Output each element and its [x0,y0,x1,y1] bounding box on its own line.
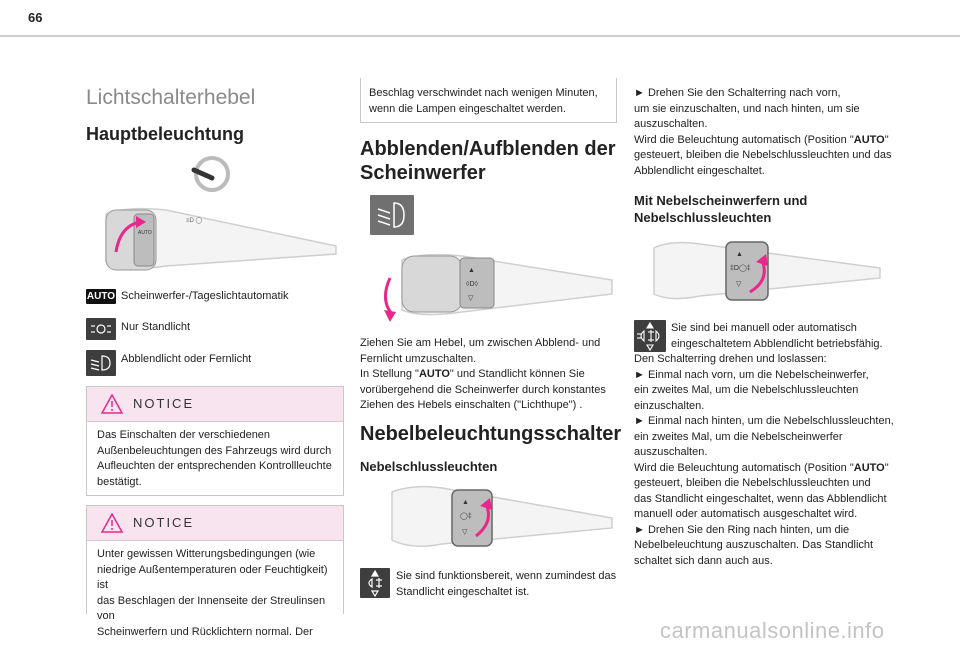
text-line: ► Drehen Sie den Schalterring nach vorn, [634,87,841,99]
text-line: Ziehen Sie am Hebel, um zwischen Abblend- und [360,337,601,349]
text-line: Unter gewissen Witterungsbedingungen (wie [97,548,316,560]
text-line: Scheinwerfern und Rücklichtern normal. Der [97,625,313,638]
steering-wheel-icon [190,154,234,194]
text-line: Beschlag verschwindet nach wenigen Minuten, [369,87,598,99]
low-beam-icon [86,350,116,376]
text-line: schaltet sich dann auch aus. [634,554,773,567]
text-line: ein zweites Mal, um die Nebelschlussleuchten [634,384,859,396]
text-line [360,367,606,383]
subtitle-hauptbeleuchtung: Hauptbeleuchtung [86,124,244,144]
text-line: um sie einzuschalten, und nach hinten, um sie [634,102,860,115]
text-line: Sie sind funktionsbereit, wenn zumindest das [396,570,617,582]
notice-title: NOTICE [133,515,195,530]
text-fragment: In Stellung " [360,368,419,380]
front-rear-fog-icon [634,320,666,352]
rear-fog-icon [360,568,390,598]
text-line: Das Einschalten der verschiedenen [97,429,271,441]
svg-text:▽: ▽ [462,529,468,536]
low-beam-label: Abblendlicht oder Fernlicht [121,353,252,365]
svg-text:AUTO: AUTO [138,230,152,236]
text-line: bestätigt. [97,475,142,488]
text-line: Sie sind bei manuell oder automatisch [671,322,857,334]
rear-fog-text [396,569,616,600]
svg-text:≡D ◯: ≡D ◯ [186,218,203,224]
svg-text:▽: ▽ [468,295,474,302]
svg-text:◯‡: ◯‡ [460,513,472,520]
text-line: vorübergehend die Scheinwerfer durch konstantes [360,383,606,396]
notice-header [87,387,343,422]
heading-nebelschluss: Nebelschlussleuchten [360,459,498,474]
lever-illustration-beam [362,248,614,330]
sidelight-label: Nur Standlicht [121,321,191,333]
text-line: einzuschalten. [634,399,705,412]
text-line: ► Einmal nach vorn, um die Nebelscheinwerfer, [634,368,869,381]
text-line: niedrige Außentemperaturen oder Feuchtigkeit) ist [97,563,328,591]
text-line: wenn die Lampen eingeschaltet werden. [369,102,566,115]
svg-text:▲: ▲ [736,251,743,258]
text-line: Den Schalterring drehen und loslassen: [634,353,827,365]
text-line: Aufleuchten der entsprechenden Kontrollleuchte [97,460,332,472]
lever-illustration-front-fog [650,236,882,308]
watermark: carmanualsonline.info [660,618,885,643]
text-line [634,133,891,149]
text-line: ein zweites Mal, um die Nebelscheinwerfer [634,430,843,443]
warning-icon [101,513,123,533]
text-line: Ziehen des Hebels einschalten ("Lichthupe") . [360,399,583,411]
text-line: Fernlicht umzuschalten. [360,352,477,365]
text-line: gesteuert, bleiben die Nebelschlussleuchten und das [634,149,892,161]
text-fragment: " und Standlicht können Sie [449,368,585,380]
notice-title: NOTICE [133,396,195,411]
auto-label-bold: AUTO [853,461,885,474]
paragraph-front-fog [634,352,894,569]
svg-text:▲: ▲ [462,499,469,506]
notice-continuation [360,78,617,123]
sidelight-icon [86,318,116,340]
text-line: ► Einmal nach hinten, um die Nebelschlussleuchten, [634,415,894,427]
auto-icon: AUTO [86,291,116,302]
text-line [634,461,894,477]
text-line: manuell oder automatisch ausgeschaltet wird. [634,508,858,520]
svg-text:▲: ▲ [468,267,475,274]
lever-illustration-main [86,200,340,280]
auto-label-bold: AUTO [853,133,885,146]
paragraph-rear-fog-operate [634,86,891,179]
heading-line: Nebelschlussleuchten [634,210,772,225]
svg-text:◊D◊: ◊D◊ [466,281,478,288]
text-line: Standlicht eingeschaltet ist. [396,585,530,598]
lever-illustration-rear-fog [382,478,614,558]
text-line: eingeschaltetem Abblendlicht betriebsfähig. [671,337,883,350]
notice-box-2 [86,505,344,638]
notice-header [87,506,343,541]
text-line: auszuschalten. [634,446,708,458]
section-title: Lichtschalterhebel [86,86,256,109]
svg-text:‡D◯‡: ‡D◯‡ [730,265,751,272]
text-fragment: Wird die Beleuchtung automatisch (Position " [634,133,854,146]
text-fragment: " [884,133,889,146]
text-line: ► Drehen Sie den Ring nach hinten, um die [634,523,850,536]
notice-box-1 [86,386,344,496]
front-fog-icon-text [671,321,883,352]
text-line: Außenbeleuchtungen des Fahrzeugs wird durch [97,444,332,457]
text-fragment: Wird die Beleuchtung automatisch (Position " [634,461,854,474]
heading-nebel: Nebelbeleuchtungsschalter [360,423,622,445]
auto-label: Scheinwerfer-/Tageslichtautomatik [121,290,289,302]
heading-line: Abblenden/Aufblenden der [360,138,616,160]
heading-mit-nebel [634,192,807,226]
beam-switch-icon [370,195,414,235]
heading-line: Mit Nebelscheinwerfern und [634,193,808,208]
heading-abblenden [360,137,616,185]
heading-line: Scheinwerfer [360,162,486,184]
notice-body [87,541,343,646]
text-line: Abblendlicht eingeschaltet. [634,164,765,177]
text-line: gesteuert, bleiben die Nebelschlussleuchten und [634,477,871,489]
text-line: Nebelbeleuchtung auszuschalten. Das Standlicht [634,539,874,551]
paragraph-beam [360,336,606,414]
header-rule [0,35,960,37]
auto-label-bold: AUTO [418,368,450,380]
text-line: das Standlicht eingeschaltet, wenn das Abblendlicht [634,492,887,505]
text-line: das Beschlagen der Innenseite der Streulinsen von [97,594,326,622]
text-line: auszuschalten. [634,118,708,130]
svg-text:▽: ▽ [736,281,742,288]
page-number: 66 [28,10,43,25]
warning-icon [101,394,123,414]
text-fragment: " [884,461,889,474]
notice-body [87,422,343,496]
